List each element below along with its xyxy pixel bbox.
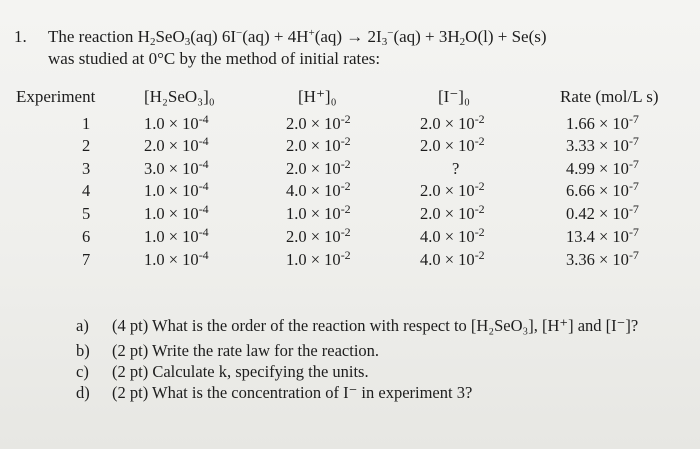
cell-exponent: -2 [474, 134, 485, 148]
cell-i [420, 181, 485, 201]
cell-r [566, 159, 639, 179]
cell-exponent: -7 [628, 248, 639, 262]
cell-exponent: -2 [340, 248, 351, 262]
cell-exponent: -7 [628, 112, 639, 126]
cell-i [420, 114, 485, 134]
cell-i [420, 250, 485, 270]
header-rate: Rate (mol/L s) [560, 87, 659, 106]
cell-mantissa: 3.0 × 10 [144, 159, 199, 178]
cell-mantissa: 0.42 × 10 [566, 204, 629, 223]
cell-mantissa: 1.0 × 10 [144, 204, 199, 223]
question-1 [76, 316, 638, 336]
experiment-number: 6 [82, 227, 91, 246]
cell-mantissa: 2.0 × 10 [286, 136, 341, 155]
cell-h [286, 227, 351, 247]
experiment-number: 4 [82, 181, 91, 200]
cell-exponent: -2 [340, 179, 351, 193]
cell-exponent: -4 [198, 202, 209, 216]
cell-mantissa: 2.0 × 10 [144, 136, 199, 155]
cell-exponent: -4 [198, 248, 209, 262]
cell-exponent: -7 [628, 157, 639, 171]
question-label: d) [76, 383, 90, 402]
reaction-equation: The reaction $H_2SeO_3(aq) 6I^-(aq) + 4H^+(aq) \to 2I_3^-(aq) + 3H_2O(l) + Se(s)$ [48, 27, 547, 48]
cell-h2seo3 [144, 204, 209, 224]
question-label: c) [76, 362, 89, 381]
cell-exponent: -2 [474, 179, 485, 193]
cell-mantissa: 4.0 × 10 [420, 250, 475, 269]
question-text: (4 pt) What is the order of the reaction with respect to [H₂SeO₃], [H⁺] and [I⁻]? [112, 316, 639, 335]
question-2 [76, 341, 379, 361]
cell-exponent: -7 [628, 179, 639, 193]
cell-exponent: -4 [198, 134, 209, 148]
cell-exponent: -2 [474, 225, 485, 239]
cell-exponent: -7 [628, 225, 639, 239]
cell-mantissa: 4.0 × 10 [286, 181, 341, 200]
cell-mantissa: 1.0 × 10 [286, 250, 341, 269]
cell-h [286, 136, 351, 156]
cell-exponent: -4 [198, 112, 209, 126]
cell-h2seo3 [144, 227, 209, 247]
cell-r [566, 136, 639, 156]
cell-mantissa: 3.36 × 10 [566, 250, 629, 269]
cell-mantissa: 2.0 × 10 [420, 136, 475, 155]
cell-h [286, 181, 351, 201]
problem-description: was studied at 0°C by the method of initial rates: [48, 49, 381, 68]
cell-mantissa: 1.0 × 10 [144, 227, 199, 246]
cell-mantissa: 2.0 × 10 [420, 181, 475, 200]
header-iminus: [I⁻]₀ [438, 87, 470, 106]
cell-mantissa: 1.0 × 10 [144, 114, 199, 133]
cell-h2seo3 [144, 250, 209, 270]
cell-mantissa: 2.0 × 10 [420, 204, 475, 223]
cell-mantissa: 13.4 × 10 [566, 227, 629, 246]
header-hplus: [H⁺]₀ [298, 87, 337, 106]
question-label: b) [76, 341, 90, 360]
cell-exponent: -7 [628, 134, 639, 148]
cell-exponent: -2 [340, 157, 351, 171]
cell-mantissa: 1.0 × 10 [144, 250, 199, 269]
cell-r [566, 227, 639, 247]
experiment-number: 5 [82, 204, 91, 223]
cell-mantissa: 1.0 × 10 [144, 181, 199, 200]
experiment-number: 1 [82, 114, 91, 133]
cell-mantissa: 4.99 × 10 [566, 159, 629, 178]
cell-mantissa: 2.0 × 10 [286, 159, 341, 178]
cell-exponent: -2 [474, 112, 485, 126]
cell-mantissa: 6.66 × 10 [566, 181, 629, 200]
problem-number: 1. [14, 27, 27, 46]
cell-mantissa: 1.0 × 10 [286, 204, 341, 223]
cell-r [566, 114, 639, 134]
cell-h [286, 114, 351, 134]
cell-r [566, 204, 639, 224]
cell-exponent: -2 [474, 248, 485, 262]
cell-exponent: -2 [340, 112, 351, 126]
question-text: (2 pt) Calculate k, specifying the units. [112, 362, 369, 381]
experiment-number: 2 [82, 136, 91, 155]
cell-h2seo3 [144, 114, 209, 134]
cell-mantissa: 2.0 × 10 [286, 114, 341, 133]
experiment-number: 7 [82, 250, 91, 269]
cell-h2seo3 [144, 136, 209, 156]
cell-h [286, 250, 351, 270]
cell-mantissa: 2.0 × 10 [420, 114, 475, 133]
cell-h2seo3 [144, 181, 209, 201]
question-label: a) [76, 316, 89, 335]
header-experiment: Experiment [16, 87, 96, 106]
cell-mantissa: 3.33 × 10 [566, 136, 629, 155]
cell-mantissa: ? [452, 159, 460, 178]
cell-r [566, 181, 639, 201]
cell-r [566, 250, 639, 270]
cell-exponent: -2 [340, 134, 351, 148]
cell-exponent: -2 [340, 202, 351, 216]
cell-mantissa: 1.66 × 10 [566, 114, 629, 133]
question-3 [76, 362, 369, 382]
cell-h [286, 159, 351, 179]
cell-exponent: -4 [198, 179, 209, 193]
cell-i [420, 204, 485, 224]
cell-exponent: -7 [628, 202, 639, 216]
cell-i [420, 227, 485, 247]
question-text: (2 pt) Write the rate law for the reaction. [112, 341, 380, 360]
cell-h [286, 204, 351, 224]
question-text: (2 pt) What is the concentration of I⁻ in experiment 3? [112, 383, 473, 402]
cell-exponent: -4 [198, 157, 209, 171]
cell-i [420, 136, 485, 156]
cell-exponent: -2 [340, 225, 351, 239]
cell-i [452, 159, 459, 179]
header-h2seo3: [H₂SeO₃]₀ [144, 87, 215, 106]
experiment-number: 3 [82, 159, 91, 178]
cell-h2seo3 [144, 159, 209, 179]
cell-mantissa: 2.0 × 10 [286, 227, 341, 246]
cell-exponent: -2 [474, 202, 485, 216]
cell-exponent: -4 [198, 225, 209, 239]
cell-mantissa: 4.0 × 10 [420, 227, 475, 246]
question-4 [76, 383, 472, 403]
